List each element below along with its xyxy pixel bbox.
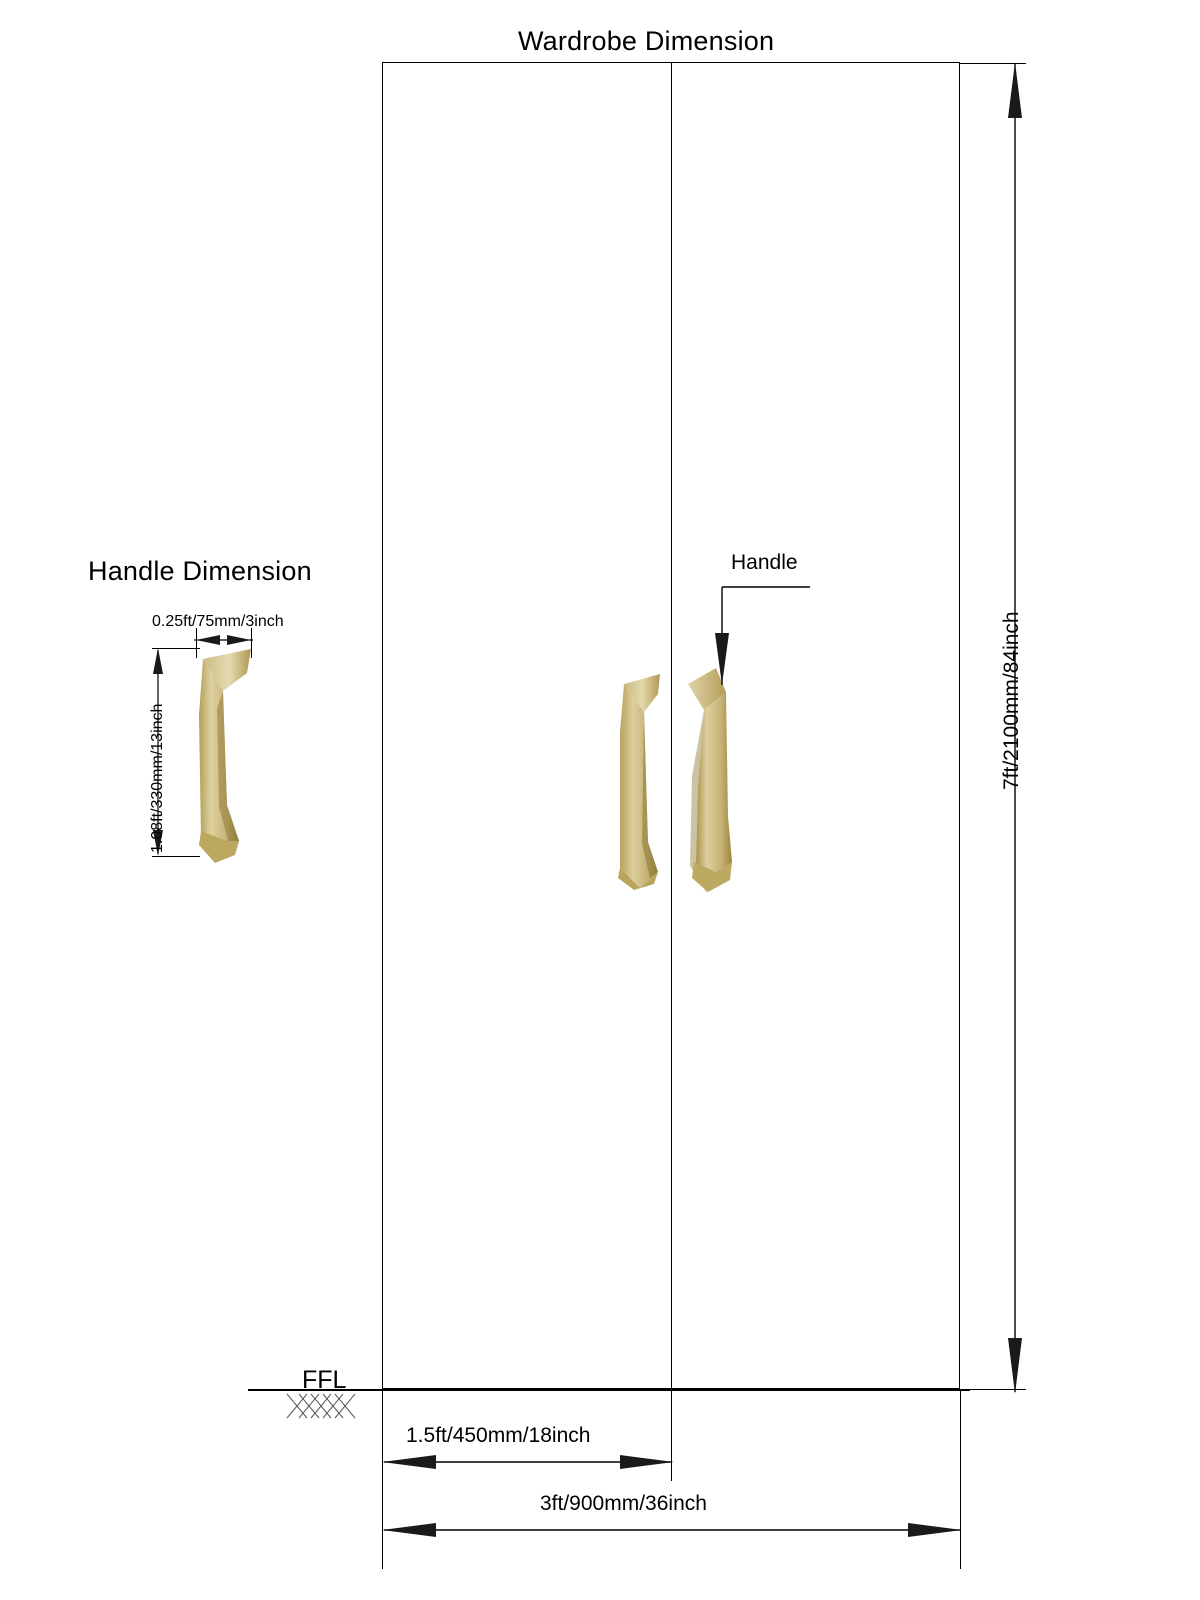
dimension-handle-height-label: 1.08ft/330mm/13inch: [149, 703, 166, 853]
dimension-overall-width-arrow: [378, 1518, 966, 1542]
handle-left-door: [614, 672, 666, 890]
handle-callout-leader: [700, 575, 840, 685]
witness-line-left: [382, 1389, 383, 1569]
ffl-line: [248, 1389, 970, 1391]
handle-detail-shape: [193, 645, 263, 865]
ffl-label: FFL: [302, 1366, 347, 1394]
dimension-overall-width-label: 3ft/900mm/36inch: [540, 1492, 707, 1515]
dimension-handle-width-arrow: [160, 632, 288, 648]
handle-right-door: [682, 666, 736, 894]
dimension-height-label: 7ft/2100mm/84inch: [1000, 611, 1023, 790]
extension-line-top: [960, 63, 1026, 64]
ffl-hatch-symbol: [285, 1392, 365, 1422]
page-title-handle: Handle Dimension: [88, 556, 312, 586]
witness-line-right: [960, 1389, 961, 1569]
dimension-handle-width-label: 0.25ft/75mm/3inch: [152, 613, 284, 630]
dimension-door-width-arrow: [378, 1450, 678, 1474]
door-divider-line: [671, 62, 672, 1389]
dimension-door-width-label: 1.5ft/450mm/18inch: [406, 1424, 591, 1447]
handle-callout-label: Handle: [731, 551, 798, 574]
page-title-wardrobe: Wardrobe Dimension: [518, 26, 775, 56]
